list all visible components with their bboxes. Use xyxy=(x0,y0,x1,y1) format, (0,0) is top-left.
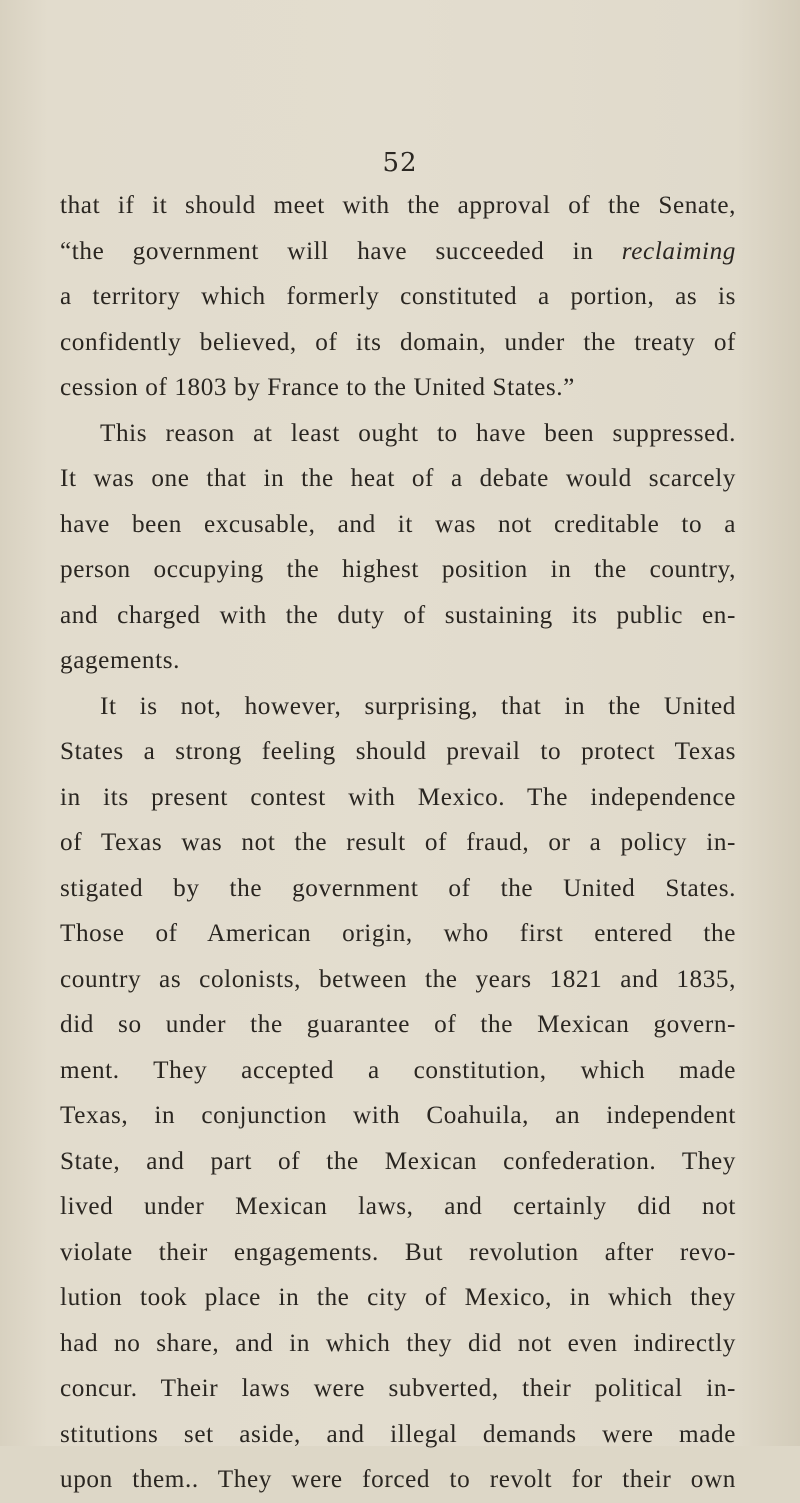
text-line: “the government will have succeeded in reclaiming xyxy=(60,237,736,265)
text-line: have been excusable, and it was not creditable to a xyxy=(60,510,736,538)
text-line: violate their engagements. But revolution after revo- xyxy=(60,1238,736,1266)
text-line: of Texas was not the result of fraud, or a policy in- xyxy=(60,829,736,856)
page-number: 52 xyxy=(382,148,418,178)
text-line: It is not, however, surprising, that in the United xyxy=(100,692,736,720)
text-line: It was one that in the heat of a debate would scarcely xyxy=(60,465,736,492)
text-line: and charged with the duty of sustaining its public en- xyxy=(60,601,736,629)
text-line: confidently believed, of its domain, under the treaty of xyxy=(60,328,736,356)
emphasized-word: reclaiming xyxy=(621,237,736,265)
text-line: Texas, in conjunction with Coahuila, an independent xyxy=(60,1102,736,1129)
text-line: in its present contest with Mexico. The independence xyxy=(60,783,736,811)
text-line: that if it should meet with the approval of the Senate, xyxy=(60,192,736,219)
text-line: person occupying the highest position in the country, xyxy=(60,556,736,583)
body-text xyxy=(60,183,736,1503)
text-line: did so under the guarantee of the Mexican govern- xyxy=(60,1011,736,1038)
text-line: had no share, and in which they did not even indirectly xyxy=(60,1329,736,1357)
text-line: concur. Their laws were subverted, their political in- xyxy=(60,1375,736,1402)
text-line: This reason at least ought to have been suppressed. xyxy=(100,419,736,447)
text-line: stitutions set aside, and illegal demands were made xyxy=(60,1420,736,1448)
text-line: upon them.. They were forced to revolt for their own xyxy=(60,1466,736,1493)
text-line: stigated by the government of the United States. xyxy=(60,874,736,902)
text-line: lution took place in the city of Mexico, in which they xyxy=(60,1284,736,1311)
text-line: States a strong feeling should prevail to protect Texas xyxy=(60,738,736,765)
text-line: Those of American origin, who first entered the xyxy=(60,920,736,947)
text-line: gagements. xyxy=(60,647,181,674)
text-line: cession of 1803 by France to the United States.” xyxy=(60,374,575,401)
text-line: country as colonists, between the years 1821 and 1835, xyxy=(60,965,736,993)
text-line: ment. They accepted a constitution, which made xyxy=(60,1056,736,1084)
text-line: a territory which formerly constituted a portion, as is xyxy=(60,283,736,310)
text-line: State, and part of the Mexican confederation. They xyxy=(60,1147,736,1175)
text-line: lived under Mexican laws, and certainly did not xyxy=(60,1193,736,1220)
